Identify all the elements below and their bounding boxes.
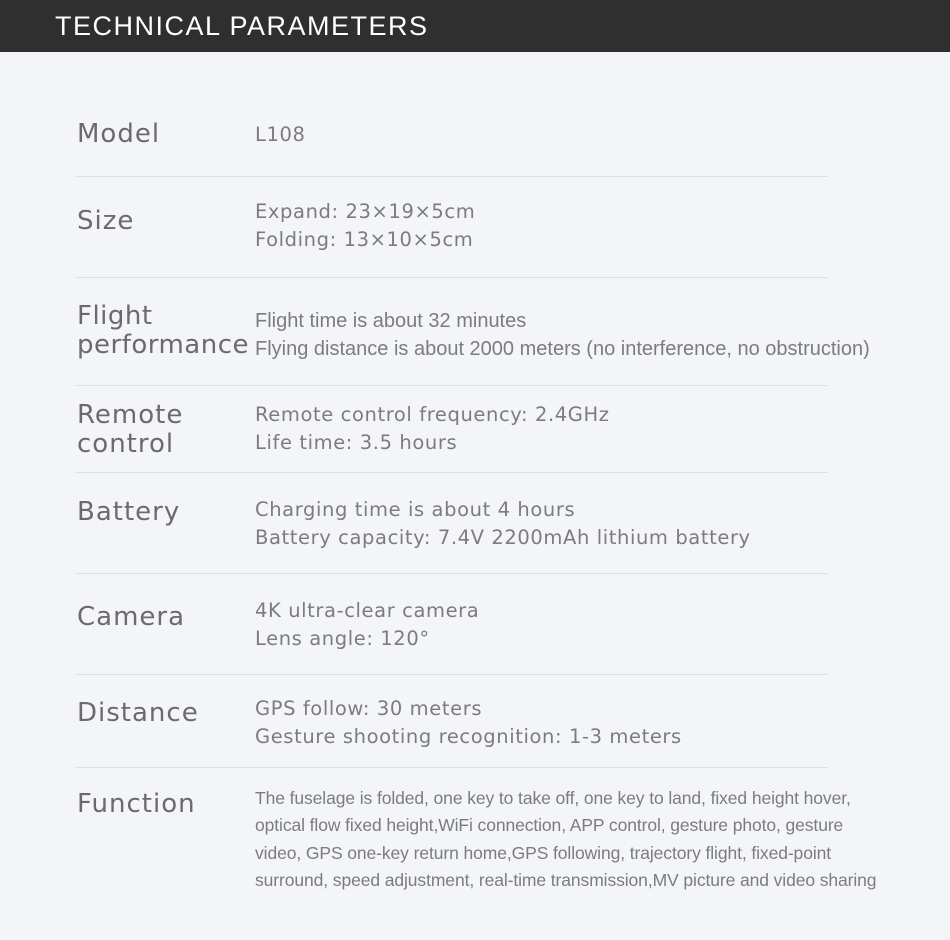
spec-label-line: Function <box>77 789 196 819</box>
divider <box>75 573 828 574</box>
spec-value-line: Flight time is about 32 minutes <box>255 310 527 332</box>
spec-values <box>255 198 475 253</box>
spec-values <box>255 496 751 551</box>
spec-value-line: Charging time is about 4 hours <box>255 498 576 521</box>
spec-value-line: 4K ultra-clear camera <box>255 599 480 622</box>
spec-values <box>255 308 870 363</box>
spec-label <box>77 790 196 819</box>
divider <box>75 176 828 177</box>
spec-value-line: The fuselage is folded, one key to take off, one key to land, fixed height hover, <box>255 788 851 808</box>
spec-values <box>255 121 305 149</box>
spec-value-line: L108 <box>255 123 306 146</box>
spec-label <box>77 603 185 632</box>
spec-values <box>255 785 920 894</box>
spec-value-line: Gesture shooting recognition: 1-3 meters <box>255 724 682 748</box>
divider <box>75 767 828 768</box>
spec-label-line: Battery <box>77 497 181 527</box>
spec-value-line: Life time: 3.5 hours <box>255 430 458 454</box>
divider <box>75 385 828 386</box>
spec-label <box>77 401 183 459</box>
divider <box>75 472 828 473</box>
spec-value-line: Lens angle: 120° <box>255 626 430 650</box>
page-title: TECHNICAL PARAMETERS <box>55 11 429 41</box>
spec-values <box>255 401 610 456</box>
spec-label <box>77 699 199 728</box>
spec-value-line: optical flow fixed height,WiFi connection, APP control, gesture photo, gesture <box>255 815 844 836</box>
spec-value-line: video, GPS one-key return home,GPS following, trajectory flight, fixed-point <box>255 842 832 863</box>
spec-value-line: surround, speed adjustment, real-time transmission,MV picture and video sharing <box>255 869 877 890</box>
spec-label-line: Model <box>77 119 161 149</box>
spec-label <box>77 120 160 149</box>
spec-label-line: performance <box>77 330 250 360</box>
spec-value-line: Battery capacity: 7.4V 2200mAh lithium battery <box>255 525 751 549</box>
spec-label-line: Camera <box>77 602 186 632</box>
spec-value-line: Remote control frequency: 2.4GHz <box>255 403 610 426</box>
spec-value-line: GPS follow: 30 meters <box>255 697 483 720</box>
spec-label-line: Flight <box>77 301 153 331</box>
spec-values <box>255 597 479 652</box>
spec-label <box>77 207 134 236</box>
spec-label-line: Size <box>77 206 135 236</box>
divider <box>75 674 828 675</box>
spec-label-line: Distance <box>77 698 199 728</box>
spec-value-line: Flying distance is about 2000 meters (no interference, no obstruction) <box>255 337 870 360</box>
spec-label <box>77 302 249 360</box>
spec-values <box>255 695 682 750</box>
spec-label-line: control <box>77 429 175 459</box>
spec-value-line: Folding: 13×10×5cm <box>255 227 474 251</box>
spec-label <box>77 498 180 527</box>
spec-label-line: Remote <box>77 400 184 430</box>
divider <box>75 277 828 278</box>
spec-value-line: Expand: 23×19×5cm <box>255 200 476 223</box>
header-bar <box>0 0 950 52</box>
